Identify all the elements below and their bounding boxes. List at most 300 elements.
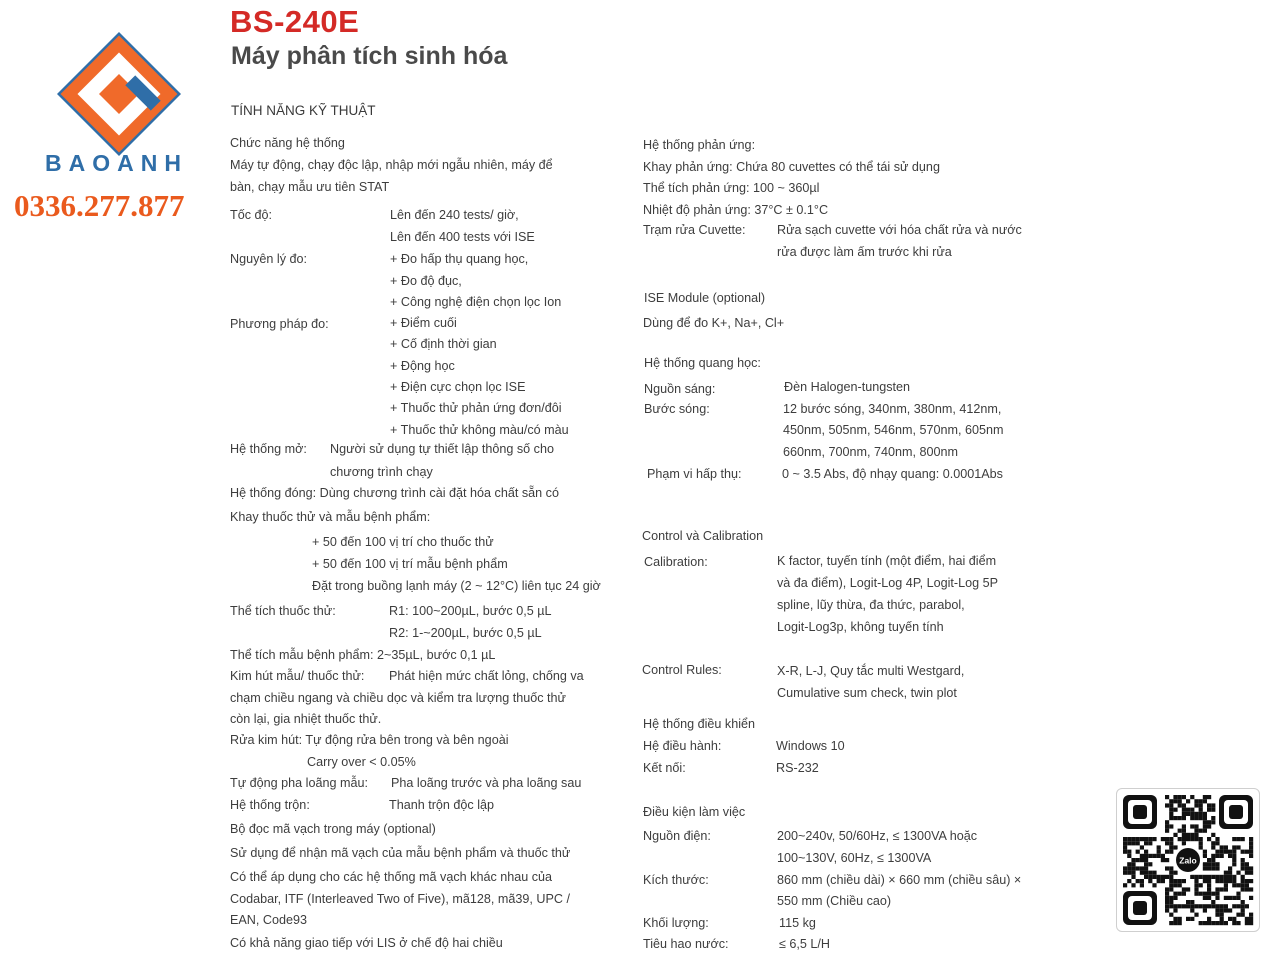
qr-module	[1169, 921, 1173, 925]
qr-module	[1169, 816, 1173, 820]
qr-module	[1157, 854, 1161, 858]
qr-module	[1211, 808, 1215, 812]
qr-module	[1178, 795, 1182, 799]
qr-module	[1207, 904, 1211, 908]
qr-module	[1194, 824, 1198, 828]
qr-module	[1140, 871, 1144, 875]
qr-module	[1182, 803, 1186, 807]
reaction-tray: Khay phản ứng: Chứa 80 cuvettes có thể tái sử dụng	[643, 160, 940, 174]
weight-value: 115 kg	[779, 916, 816, 930]
qr-module	[1245, 879, 1249, 883]
qr-module	[1215, 887, 1219, 891]
qr-module	[1140, 883, 1144, 887]
barcode-line2: Có thể áp dụng cho các hệ thống mã vạch khác nhau của	[230, 870, 553, 884]
ise-heading: ISE Module (optional)	[644, 291, 766, 305]
qr-module	[1131, 875, 1135, 879]
dilution-label: Tự động pha loãng mẫu:	[230, 776, 368, 790]
qr-module	[1165, 900, 1169, 904]
qr-module	[1148, 871, 1152, 875]
qr-module	[1207, 795, 1211, 799]
qr-module	[1169, 845, 1173, 849]
qr-module	[1190, 904, 1194, 908]
qr-module	[1232, 837, 1236, 841]
calibration-value-3: spline, lũy thừa, đa thức, parabol,	[777, 598, 965, 612]
qr-module	[1224, 896, 1228, 900]
qr-module	[1190, 824, 1194, 828]
absorbance-range-value: 0 ~ 3.5 Abs, độ nhạy quang: 0.0001Abs	[782, 467, 1003, 481]
qr-module	[1178, 917, 1182, 921]
qr-module	[1140, 845, 1144, 849]
qr-module	[1140, 837, 1144, 841]
tray-value-1: + 50 đến 100 vị trí cho thuốc thử	[312, 535, 494, 549]
qr-module	[1131, 858, 1135, 862]
qr-module	[1228, 875, 1232, 879]
qr-module	[1178, 879, 1182, 883]
qr-module	[1186, 812, 1190, 816]
qr-module	[1211, 875, 1215, 879]
wavelength-value-1: 12 bước sóng, 340nm, 380nm, 412nm,	[783, 402, 1002, 416]
qr-module	[1220, 913, 1224, 917]
qr-module	[1211, 841, 1215, 845]
qr-module	[1236, 913, 1240, 917]
qr-module	[1165, 896, 1169, 900]
qr-module	[1136, 866, 1140, 870]
qr-module	[1127, 841, 1131, 845]
qr-module	[1199, 921, 1203, 925]
qr-module	[1203, 795, 1207, 799]
qr-module	[1245, 917, 1249, 921]
qr-module	[1136, 841, 1140, 845]
size-label: Kích thước:	[643, 873, 709, 887]
qr-module	[1245, 883, 1249, 887]
qr-module	[1173, 921, 1177, 925]
qr-module	[1228, 896, 1232, 900]
qr-module	[1173, 917, 1177, 921]
probe-value-2: chạm chiều ngang và chiều dọc và kiểm tra lượng thuốc thử	[230, 691, 566, 705]
zalo-qr-code[interactable]	[1116, 788, 1260, 932]
section-title: TÍNH NĂNG KỸ THUẬT	[231, 103, 376, 118]
connection-value: RS-232	[776, 761, 819, 775]
qr-module	[1224, 908, 1228, 912]
qr-module	[1241, 858, 1245, 862]
qr-module	[1236, 883, 1240, 887]
qr-module	[1203, 854, 1207, 858]
qr-module	[1169, 803, 1173, 807]
qr-module	[1182, 824, 1186, 828]
qr-module	[1152, 854, 1156, 858]
mixing-value: Thanh trộn độc lập	[389, 798, 495, 812]
qr-module	[1161, 858, 1165, 862]
wavelength-value-3: 660nm, 700nm, 740nm, 800nm	[783, 445, 959, 459]
qr-module	[1123, 845, 1127, 849]
qr-module	[1236, 904, 1240, 908]
qr-module	[1169, 887, 1173, 891]
qr-module	[1157, 845, 1161, 849]
qr-module	[1127, 862, 1131, 866]
tray-value-3: Đặt trong buồng lạnh máy (2 ~ 12°C) liên tục 24 giờ	[312, 579, 601, 593]
qr-module	[1215, 875, 1219, 879]
zalo-badge-text: Zalo	[1179, 855, 1197, 866]
qr-module	[1207, 875, 1211, 879]
qr-module	[1224, 921, 1228, 925]
method-value-5: + Thuốc thử phản ứng đơn/đôi	[390, 401, 562, 415]
qr-module	[1245, 862, 1249, 866]
qr-module	[1207, 837, 1211, 841]
qr-module	[1169, 850, 1173, 854]
qr-module	[1236, 845, 1240, 849]
qr-module	[1144, 858, 1148, 862]
control-heading: Control và Calibration	[642, 529, 764, 543]
qr-module	[1186, 833, 1190, 837]
sample-volume: Thể tích mẫu bệnh phẩm: 2~35µL, bước 0,1 µL	[230, 648, 496, 662]
qr-module	[1203, 862, 1207, 866]
qr-module	[1228, 850, 1232, 854]
qr-module	[1249, 850, 1253, 854]
qr-module	[1148, 875, 1152, 879]
qr-module	[1232, 904, 1236, 908]
qr-module	[1194, 913, 1198, 917]
qr-module	[1148, 837, 1152, 841]
qr-module	[1199, 883, 1203, 887]
qr-module	[1199, 845, 1203, 849]
qr-module	[1173, 845, 1177, 849]
qr-module	[1220, 854, 1224, 858]
qr-module	[1186, 808, 1190, 812]
water-value: ≤ 6,5 L/H	[779, 937, 831, 951]
method-value-1: + Điểm cuối	[390, 316, 457, 330]
qr-module	[1199, 837, 1203, 841]
qr-module	[1224, 845, 1228, 849]
qr-module	[1165, 887, 1169, 891]
light-source-value: Đèn Halogen-tungsten	[784, 380, 911, 394]
qr-module	[1186, 799, 1190, 803]
qr-module	[1215, 892, 1219, 896]
qr-module	[1161, 875, 1165, 879]
qr-module	[1203, 812, 1207, 816]
qr-module	[1207, 883, 1211, 887]
qr-module	[1224, 879, 1228, 883]
qr-module	[1123, 841, 1127, 845]
qr-module	[1173, 892, 1177, 896]
qr-module	[1249, 866, 1253, 870]
qr-module	[1169, 824, 1173, 828]
qr-module	[1190, 900, 1194, 904]
principle-label: Nguyên lý đo:	[230, 252, 308, 266]
wavelength-label: Bước sóng:	[644, 402, 710, 416]
method-value-4: + Điện cực chọn lọc ISE	[390, 380, 526, 394]
qr-module	[1211, 820, 1215, 824]
qr-module	[1157, 850, 1161, 854]
qr-module	[1203, 799, 1207, 803]
product-subtitle: Máy phân tích sinh hóa	[231, 42, 508, 70]
open-system-label: Hệ thống mở:	[230, 442, 307, 456]
qr-module	[1241, 879, 1245, 883]
probe-wash-line1: Rửa kim hút: Tự động rửa bên trong và bên ngoài	[230, 733, 509, 747]
qr-module	[1178, 816, 1182, 820]
qr-module	[1182, 808, 1186, 812]
qr-module	[1123, 837, 1127, 841]
qr-module	[1211, 833, 1215, 837]
qr-module	[1232, 858, 1236, 862]
qr-module	[1241, 875, 1245, 879]
absorbance-range-label: Phạm vi hấp thụ:	[647, 467, 742, 481]
qr-module	[1199, 892, 1203, 896]
qr-module	[1232, 883, 1236, 887]
qr-module	[1207, 803, 1211, 807]
weight-label: Khối lượng:	[643, 916, 709, 930]
qr-module	[1127, 837, 1131, 841]
qr-module	[1178, 904, 1182, 908]
qr-module	[1203, 820, 1207, 824]
qr-module	[1199, 816, 1203, 820]
qr-module	[1186, 900, 1190, 904]
qr-module	[1199, 808, 1203, 812]
qr-module	[1207, 866, 1211, 870]
control-rules-label: Control Rules:	[642, 663, 722, 677]
qr-module	[1190, 808, 1194, 812]
qr-module	[1211, 921, 1215, 925]
qr-module	[1203, 829, 1207, 833]
qr-module	[1190, 837, 1194, 841]
qr-module	[1123, 866, 1127, 870]
qr-module	[1224, 887, 1228, 891]
qr-module	[1194, 875, 1198, 879]
probe-label: Kim hút mẫu/ thuốc thử:	[230, 669, 365, 683]
qr-module	[1144, 871, 1148, 875]
qr-module	[1203, 879, 1207, 883]
qr-module	[1165, 858, 1169, 862]
qr-module	[1245, 871, 1249, 875]
qr-module	[1182, 887, 1186, 891]
qr-module	[1215, 896, 1219, 900]
qr-module	[1211, 862, 1215, 866]
qr-module	[1169, 879, 1173, 883]
qr-module	[1245, 904, 1249, 908]
cuvette-wash-value-2: rửa được làm ấm trước khi rửa	[777, 245, 952, 259]
qr-module	[1140, 879, 1144, 883]
qr-module	[1152, 871, 1156, 875]
qr-module	[1215, 913, 1219, 917]
qr-module	[1165, 875, 1169, 879]
conditions-heading: Điều kiện làm việc	[643, 805, 746, 819]
qr-module	[1199, 875, 1203, 879]
qr-module	[1241, 883, 1245, 887]
qr-module	[1194, 829, 1198, 833]
qr-module	[1241, 900, 1245, 904]
qr-module	[1165, 908, 1169, 912]
speed-value-2: Lên đến 400 tests với ISE	[390, 230, 535, 244]
qr-module	[1199, 904, 1203, 908]
qr-module	[1224, 871, 1228, 875]
qr-module	[1245, 921, 1249, 925]
qr-module	[1194, 883, 1198, 887]
qr-module	[1215, 908, 1219, 912]
qr-module	[1228, 879, 1232, 883]
qr-module	[1224, 904, 1228, 908]
qr-module	[1207, 858, 1211, 862]
qr-module	[1211, 816, 1215, 820]
qr-module	[1203, 904, 1207, 908]
qr-module	[1203, 824, 1207, 828]
qr-module	[1194, 803, 1198, 807]
qr-module	[1215, 862, 1219, 866]
qr-module	[1215, 854, 1219, 858]
qr-module	[1228, 866, 1232, 870]
qr-module	[1140, 866, 1144, 870]
qr-module	[1140, 854, 1144, 858]
qr-module	[1123, 850, 1127, 854]
qr-module	[1148, 862, 1152, 866]
qr-module	[1165, 850, 1169, 854]
qr-module	[1190, 812, 1194, 816]
qr-module	[1182, 833, 1186, 837]
qr-module	[1249, 871, 1253, 875]
os-value: Windows 10	[776, 739, 845, 753]
qr-module	[1131, 841, 1135, 845]
qr-module	[1199, 803, 1203, 807]
qr-module	[1136, 850, 1140, 854]
probe-wash-carryover: Carry over < 0.05%	[307, 755, 416, 769]
qr-module	[1207, 896, 1211, 900]
power-value-2: 100~130V, 60Hz, ≤ 1300VA	[777, 851, 932, 865]
size-value-2: 550 mm (Chiều cao)	[777, 894, 892, 908]
qr-module	[1144, 875, 1148, 879]
qr-module	[1186, 904, 1190, 908]
qr-module	[1194, 887, 1198, 891]
qr-module	[1169, 913, 1173, 917]
system-function-line2: bàn, chạy mẫu ưu tiên STAT	[230, 180, 390, 194]
qr-module	[1215, 837, 1219, 841]
cuvette-wash-value-1: Rửa sạch cuvette với hóa chất rửa và nước	[777, 223, 1022, 237]
qr-module	[1249, 841, 1253, 845]
method-value-3: + Động học	[390, 359, 455, 373]
qr-module	[1228, 854, 1232, 858]
qr-module	[1144, 862, 1148, 866]
qr-module	[1169, 875, 1173, 879]
control-rules-value-2: Cumulative sum check, twin plot	[777, 686, 957, 700]
qr-module	[1224, 850, 1228, 854]
calibration-label: Calibration:	[644, 555, 708, 569]
qr-module	[1203, 908, 1207, 912]
qr-module	[1152, 883, 1156, 887]
qr-module	[1228, 917, 1232, 921]
qr-module	[1241, 862, 1245, 866]
power-label: Nguồn điện:	[643, 829, 711, 843]
brand-name: BAOANH	[45, 150, 188, 176]
qr-module	[1136, 879, 1140, 883]
qr-module	[1157, 875, 1161, 879]
qr-module	[1232, 917, 1236, 921]
qr-module	[1194, 904, 1198, 908]
qr-module	[1127, 879, 1131, 883]
qr-module	[1232, 921, 1236, 925]
qr-module	[1173, 896, 1177, 900]
qr-module	[1207, 820, 1211, 824]
qr-module	[1194, 812, 1198, 816]
qr-module	[1190, 833, 1194, 837]
qr-module	[1207, 808, 1211, 812]
qr-module	[1169, 808, 1173, 812]
open-system-value-2: chương trình chạy	[330, 465, 433, 479]
qr-module	[1245, 887, 1249, 891]
qr-module	[1220, 904, 1224, 908]
qr-module	[1165, 824, 1169, 828]
qr-module	[1136, 837, 1140, 841]
barcode-line4: EAN, Code93	[230, 913, 308, 927]
qr-module	[1241, 913, 1245, 917]
qr-module	[1236, 837, 1240, 841]
qr-module	[1211, 892, 1215, 896]
principle-value-2: + Đo độ đục,	[390, 274, 462, 288]
qr-module	[1182, 812, 1186, 816]
qr-module	[1173, 833, 1177, 837]
qr-module	[1211, 845, 1215, 849]
qr-module	[1220, 879, 1224, 883]
qr-module	[1232, 879, 1236, 883]
light-source-label: Nguồn sáng:	[644, 382, 716, 396]
qr-module	[1241, 908, 1245, 912]
qr-module	[1182, 837, 1186, 841]
qr-module	[1165, 795, 1169, 799]
qr-module	[1144, 837, 1148, 841]
qr-module	[1236, 921, 1240, 925]
method-value-6: + Thuốc thử không màu/có màu	[390, 423, 569, 437]
qr-module	[1224, 883, 1228, 887]
qr-module	[1169, 837, 1173, 841]
barcode-heading: Bộ đọc mã vạch trong máy (optional)	[230, 822, 436, 836]
ise-value: Dùng để đo K+, Na+, Cl+	[643, 316, 785, 330]
probe-value-3: còn lại, gia nhiệt thuốc thử.	[230, 712, 382, 726]
qr-module	[1245, 866, 1249, 870]
qr-module	[1152, 875, 1156, 879]
qr-module	[1173, 799, 1177, 803]
qr-module	[1140, 858, 1144, 862]
qr-module	[1173, 808, 1177, 812]
qr-module	[1232, 875, 1236, 879]
qr-module	[1144, 850, 1148, 854]
qr-module	[1207, 862, 1211, 866]
qr-module	[1178, 799, 1182, 803]
qr-module	[1144, 841, 1148, 845]
qr-module	[1220, 887, 1224, 891]
qr-module	[1207, 917, 1211, 921]
qr-module	[1127, 854, 1131, 858]
calibration-value-1: K factor, tuyến tính (một điểm, hai điểm	[777, 554, 997, 568]
qr-module	[1182, 816, 1186, 820]
qr-module	[1178, 837, 1182, 841]
qr-module	[1207, 824, 1211, 828]
qr-module	[1182, 879, 1186, 883]
qr-module	[1249, 887, 1253, 891]
tray-heading: Khay thuốc thử và mẫu bệnh phẩm:	[230, 510, 431, 524]
qr-module	[1169, 841, 1173, 845]
optics-heading: Hệ thống quang học:	[644, 356, 761, 370]
qr-module	[1249, 896, 1253, 900]
qr-module	[1165, 837, 1169, 841]
qr-module	[1169, 883, 1173, 887]
system-function-line1: Máy tự động, chạy độc lập, nhập mới ngẫu nhiên, máy để	[230, 158, 553, 172]
qr-module	[1190, 875, 1194, 879]
qr-module	[1211, 866, 1215, 870]
principle-value-3: + Công nghệ điện chọn lọc Ion	[390, 295, 562, 309]
system-function-heading: Chức năng hệ thống	[230, 136, 345, 150]
qr-module	[1236, 896, 1240, 900]
qr-module	[1165, 820, 1169, 824]
qr-module	[1211, 900, 1215, 904]
qr-module	[1203, 866, 1207, 870]
qr-module	[1169, 904, 1173, 908]
qr-module	[1194, 879, 1198, 883]
